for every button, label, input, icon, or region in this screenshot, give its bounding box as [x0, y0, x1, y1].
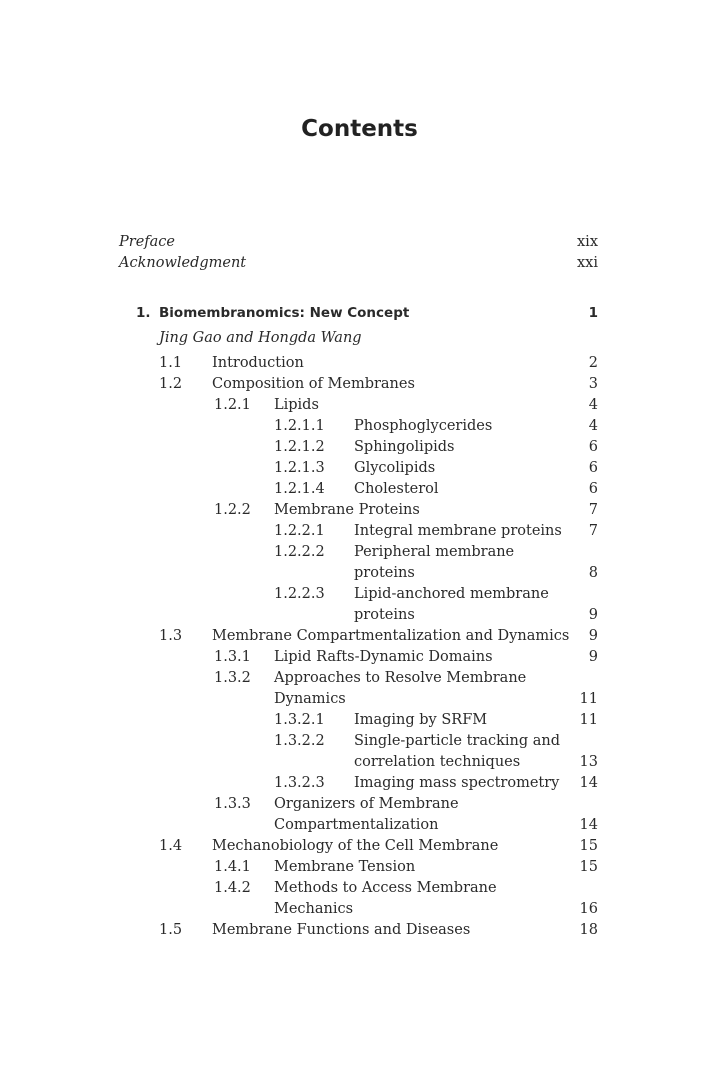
- section-number: 1.2.2: [214, 502, 251, 518]
- section-title: Introduction: [212, 355, 304, 371]
- toc-page: xix: [577, 234, 598, 250]
- toc-row-continuation: [0, 752, 719, 773]
- toc-row: [0, 731, 719, 752]
- section-title: Peripheral membrane: [354, 544, 515, 560]
- section-page: 9: [588, 649, 598, 665]
- section-number: 1.3.2.1: [274, 712, 325, 728]
- section-page: 15: [579, 859, 598, 875]
- section-page: 14: [579, 817, 598, 833]
- section-number: 1.4.1: [214, 859, 251, 875]
- section-title: Integral membrane proteins: [354, 523, 562, 539]
- section-page: 15: [579, 838, 598, 854]
- section-title: Composition of Membranes: [212, 376, 415, 392]
- section-title: Approaches to Resolve Membrane: [274, 670, 527, 686]
- toc-row: [0, 878, 719, 899]
- toc-label: Acknowledgment: [119, 255, 247, 271]
- toc-row: [0, 710, 719, 731]
- toc-row: [0, 542, 719, 563]
- section-title: Organizers of Membrane: [274, 796, 459, 812]
- section-page: 4: [588, 418, 598, 434]
- section-page: 2: [588, 355, 598, 371]
- toc-row-acknowledgment: [0, 253, 719, 274]
- toc-row: [0, 584, 719, 605]
- section-page: 3: [588, 376, 598, 392]
- section-title: Lipid Rafts-Dynamic Domains: [274, 649, 493, 665]
- section-page: 8: [588, 565, 598, 581]
- toc-row: [0, 857, 719, 878]
- section-page: 6: [588, 481, 598, 497]
- toc-row: [0, 626, 719, 647]
- toc-row: [0, 458, 719, 479]
- section-title-continuation: Mechanics: [274, 901, 354, 917]
- toc-row-preface: [0, 232, 719, 253]
- section-page: 11: [579, 691, 598, 707]
- toc-row: [0, 521, 719, 542]
- section-title: Lipid-anchored membrane: [354, 586, 549, 602]
- section-title: Imaging mass spectrometry: [354, 775, 560, 791]
- section-title: Single-particle tracking and: [354, 733, 561, 749]
- section-title: Mechanobiology of the Cell Membrane: [212, 838, 499, 854]
- toc-row: [0, 416, 719, 437]
- toc-row: [0, 668, 719, 689]
- section-number: 1.2.2.2: [274, 544, 325, 560]
- section-number: 1.2.1.4: [274, 481, 325, 497]
- toc-row: [0, 773, 719, 794]
- section-number: 1.2.2.3: [274, 586, 325, 602]
- toc-row: [0, 479, 719, 500]
- toc-row: [0, 500, 719, 521]
- toc-row-continuation: [0, 899, 719, 920]
- chapter-title: Biomembranomics: New Concept: [159, 305, 410, 321]
- section-number: 1.4.2: [214, 880, 251, 896]
- section-page: 16: [579, 901, 598, 917]
- section-number: 1.3.1: [214, 649, 251, 665]
- section-title-continuation: proteins: [354, 607, 415, 623]
- toc-row-continuation: [0, 815, 719, 836]
- toc-row: [0, 395, 719, 416]
- section-title: Cholesterol: [354, 481, 439, 497]
- section-title: Membrane Compartmentalization and Dynamics: [212, 628, 570, 644]
- section-number: 1.3.2: [214, 670, 251, 686]
- section-title: Phosphoglycerides: [354, 418, 493, 434]
- toc-row: [0, 353, 719, 374]
- section-title: Sphingolipids: [354, 439, 455, 455]
- section-title: Imaging by SRFM: [354, 712, 488, 728]
- toc-row-chapter-1: [0, 303, 719, 324]
- section-page: 13: [579, 754, 598, 770]
- section-page: 11: [579, 712, 598, 728]
- toc-row: [0, 920, 719, 941]
- toc-row-continuation: [0, 605, 719, 626]
- section-page: 9: [588, 607, 598, 623]
- toc-row: [0, 437, 719, 458]
- section-number: 1.2.1.1: [274, 418, 325, 434]
- section-title: Lipids: [274, 397, 319, 413]
- toc-row: [0, 374, 719, 395]
- section-title: Membrane Tension: [274, 859, 416, 875]
- section-page: 9: [588, 628, 598, 644]
- section-number: 1.3.3: [214, 796, 251, 812]
- section-number: 1.2: [159, 376, 183, 392]
- section-title-continuation: Dynamics: [274, 691, 346, 707]
- section-number: 1.4: [159, 838, 183, 854]
- section-title: Membrane Functions and Diseases: [212, 922, 471, 938]
- section-title: Membrane Proteins: [274, 502, 420, 518]
- section-title: Methods to Access Membrane: [274, 880, 497, 896]
- toc-page: xxi: [577, 255, 598, 271]
- chapter-number: 1.: [136, 305, 151, 321]
- section-number: 1.2.1: [214, 397, 251, 413]
- section-number: 1.1: [159, 355, 183, 371]
- section-title-continuation: correlation techniques: [354, 754, 521, 770]
- section-number: 1.2.1.2: [274, 439, 325, 455]
- contents-title: Contents: [301, 116, 418, 142]
- toc-row: [0, 647, 719, 668]
- section-page: 7: [588, 523, 598, 539]
- toc-row-continuation: [0, 563, 719, 584]
- authors: Jing Gao and Hongda Wang: [159, 330, 362, 346]
- section-number: 1.3.2.3: [274, 775, 325, 791]
- chapter-authors: [0, 328, 719, 349]
- section-number: 1.3: [159, 628, 183, 644]
- section-title: Glycolipids: [354, 460, 436, 476]
- section-page: 6: [588, 439, 598, 455]
- toc-row: [0, 836, 719, 857]
- section-title-continuation: proteins: [354, 565, 415, 581]
- section-page: 14: [579, 775, 598, 791]
- toc-label: Preface: [119, 234, 175, 250]
- section-number: 1.5: [159, 922, 183, 938]
- section-page: 18: [579, 922, 598, 938]
- section-number: 1.2.2.1: [274, 523, 325, 539]
- section-page: 6: [588, 460, 598, 476]
- toc-row-continuation: [0, 689, 719, 710]
- chapter-page: 1: [588, 305, 598, 321]
- section-title-continuation: Compartmentalization: [274, 817, 439, 833]
- section-page: 7: [588, 502, 598, 518]
- section-page: 4: [588, 397, 598, 413]
- toc-row: [0, 794, 719, 815]
- section-number: 1.2.1.3: [274, 460, 325, 476]
- section-number: 1.3.2.2: [274, 733, 325, 749]
